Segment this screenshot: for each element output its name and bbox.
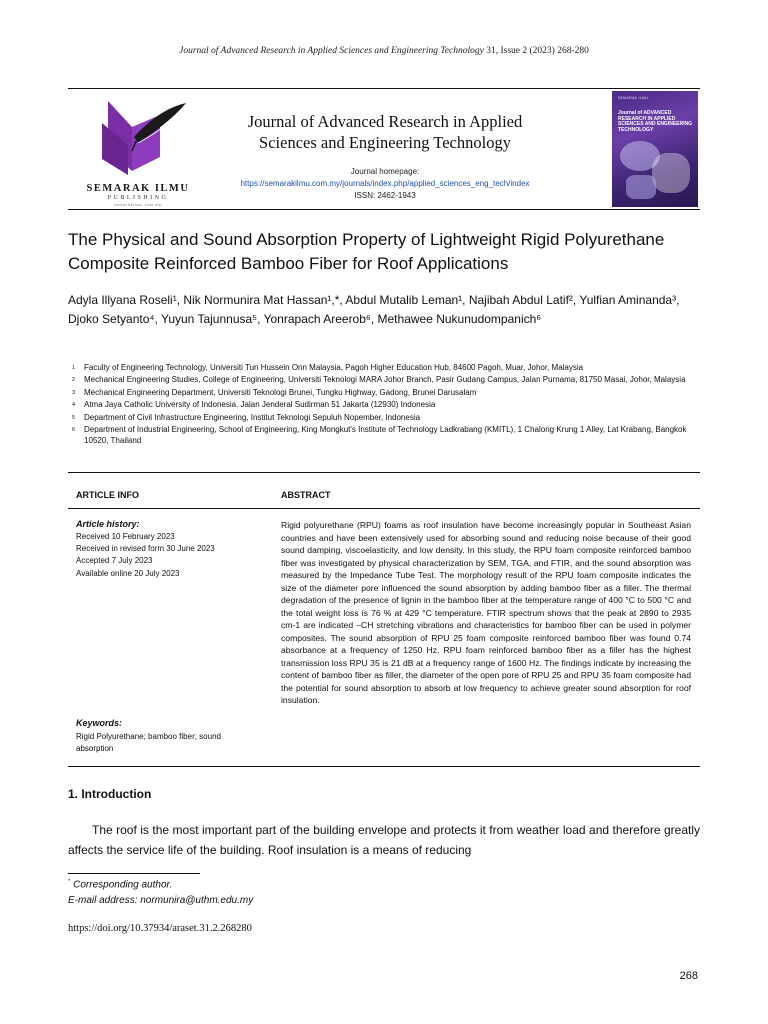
affiliation-item — [68, 424, 708, 447]
corresponding-author-note — [68, 879, 172, 890]
running-head-journal: Journal of Advanced Research in Applied Sciences and Engineering Technology — [179, 46, 484, 56]
publisher-subtitle: PUBLISHING — [107, 195, 169, 201]
article-info-heading: ARTICLE INFO — [76, 490, 139, 500]
publisher-logo — [72, 93, 204, 207]
affiliation-item — [68, 412, 708, 424]
affiliation-text: Faculty of Engineering Technology, Universiti Tun Hussein Onn Malaysia, Pagoh Higher Education Hub, 84600 Pagoh, Muar, Johor, Malaysia — [84, 363, 584, 372]
publisher-name: SEMARAK ILMU — [86, 183, 190, 194]
history-entry: Available online 20 July 2023 — [76, 568, 180, 578]
affiliation-number: 2 — [72, 377, 76, 384]
homepage-label: Journal homepage: — [350, 167, 420, 176]
info-table-header — [68, 473, 700, 509]
history-entry: Received in revised form 30 June 2023 — [76, 544, 215, 554]
history-entry: Received 10 February 2023 — [76, 532, 175, 541]
journal-cover-image — [612, 91, 698, 207]
abstract-heading: ABSTRACT — [281, 490, 331, 500]
issn: ISSN: 2462-1943 — [354, 191, 416, 200]
affiliation-item — [68, 374, 708, 386]
footnote-marker: * — [68, 879, 71, 885]
affiliation-item — [68, 399, 708, 411]
keywords: Rigid Polyurethane; bamboo fiber; sound absorption — [76, 732, 221, 753]
affiliation-number: 4 — [72, 402, 76, 409]
affiliation-number: 1 — [72, 365, 76, 371]
affiliation-text: Mechanical Engineering Studies, College of Engineering, Universiti Teknologi MARA Johor Branch, Pasir Gudang Campus, Jalan Purnama, 81750 Masai, Johor, Malaysia — [84, 375, 686, 385]
affiliation-item — [68, 387, 708, 399]
author-list: Adyla Illyana Roseli¹, Nik Normunira Mat Hassan¹,*, Abdul Mutalib Leman¹, Najibah Abdul Latif², Yulfian Aminanda³, Djoko Setyanto⁴, Yuyun Tajunnusa⁵, Yonrapach Areerob⁶, Methawee Nukunudompanich⁶ — [68, 293, 680, 326]
abstract-text: Rigid polyurethane (RPU) foams as roof insulation have become increasingly popular in Southeast Asian countries and have been extensively used for absorbing sound and reducing noise because of their good sound damping, viscoelasticity, and low density. In this study, the RPU foam composite reinforced bamboo fiber was investigated by physical characterization by SEM, TGA, and FTIR, and the sound absorption was measured by the Impedance Tube Test. The morphology result of the RPU foam composite indicates the size of the diameter pore influenced the sound absorption by adding bamboo fiber as a filler. The thermal degradation of the presence of lignin in the bamboo fiber at the temperature range of 400 °C to 500 °C and the total weight loss is 76 % at 429 °C temperature. FTIR spectrum shows that the peak at 2890 to 2935 cm-1 are indicated –CH stretching vibrations and characteristics for bamboo fiber can be used in polymer composites. The sound absorption of RPU 25 foam composite reinforced bamboo fiber was found 0.74 absorbance at a frequency of 1250 Hz. RPU foam reinforced bamboo fiber as a filler has the highest transmission loss RPU 35 is 21 dB at a frequency range of 1600 Hz. The findings indicate by increasing the content of bamboo fiber as filler, the diameter of the open pore of RPU 25 and RPU 35 foam composite had the potential for sound absorption to absorb at low frequency to achieve greater sound absorption for roof insulation. — [281, 520, 691, 705]
quill-book-icon — [72, 93, 204, 183]
corresponding-email: E-mail address: normunira@uthm.edu.my — [68, 895, 254, 906]
paper-title: The Physical and Sound Absorption Property of Lightweight Rigid Polyurethane Composite Reinforced Bamboo Fiber for Roof Applications — [68, 230, 665, 273]
article-history-label: Article history: — [76, 519, 140, 529]
introduction-text: The roof is the most important part of the building envelope and protects it from weather load and therefore greatly affects the service life of the building. Roof insulation is a means of reducing — [68, 823, 700, 857]
article-history — [76, 531, 215, 580]
cover-publisher: SEMARAK ILMU — [618, 96, 649, 100]
affiliation-text: Mechanical Engineering Department, Universiti Teknologi Brunei, Tungku Highway, Gadong, Brunei Darusalam — [84, 387, 477, 397]
running-head-citation: 31, Issue 2 (2023) 268-280 — [483, 46, 589, 56]
history-entry: Accepted 7 July 2023 — [76, 556, 153, 566]
affiliation-text: Department of Industrial Engineering, School of Engineering, King Mongkut's Institute of Technology Ladkrabang (KMITL), 1 Chalong Krung 1 Alley, Lat Krabang, Bangkok 10520, Thailand — [84, 425, 687, 446]
publisher-tagline: semarakilmu.com.my — [114, 203, 162, 207]
affiliation-item — [68, 362, 708, 374]
affiliations — [68, 362, 708, 447]
journal-masthead — [68, 88, 700, 210]
cover-graphic — [652, 153, 690, 193]
journal-title: Journal of Advanced Research in Applied Sciences and Engineering Technology — [247, 112, 523, 152]
section-heading: 1. Introduction — [68, 787, 152, 801]
page-number: 268 — [679, 970, 698, 982]
homepage-link[interactable]: https://semarakilmu.com.my/journals/index.php/applied_sciences_eng_tech/index — [240, 179, 530, 188]
affiliation-number: 6 — [72, 427, 76, 434]
cover-graphic — [626, 175, 656, 199]
affiliation-number: 5 — [72, 414, 76, 421]
footnote-divider — [68, 873, 200, 874]
affiliation-number: 3 — [72, 389, 76, 396]
cover-title: Journal of ADVANCED RESEARCH IN APPLIED SCIENCES AND ENGINEERING TECHNOLOGY — [618, 110, 692, 133]
affiliation-text: Department of Civil Infrastructure Engineering, Institut Teknologi Sepuluh Nopember, Indonesia — [84, 412, 421, 422]
corresponding-author-label: Corresponding author. — [73, 879, 173, 891]
article-info-table — [68, 472, 700, 767]
keywords-label: Keywords: — [76, 718, 123, 728]
affiliation-text: Atma Jaya Catholic University of Indonesia. Jalan Jenderal Sudirman 51 Jakarta (12930) Indonesia — [84, 400, 436, 410]
running-head — [0, 46, 768, 56]
doi-link[interactable]: https://doi.org/10.37934/araset.31.2.268280 — [68, 923, 252, 934]
